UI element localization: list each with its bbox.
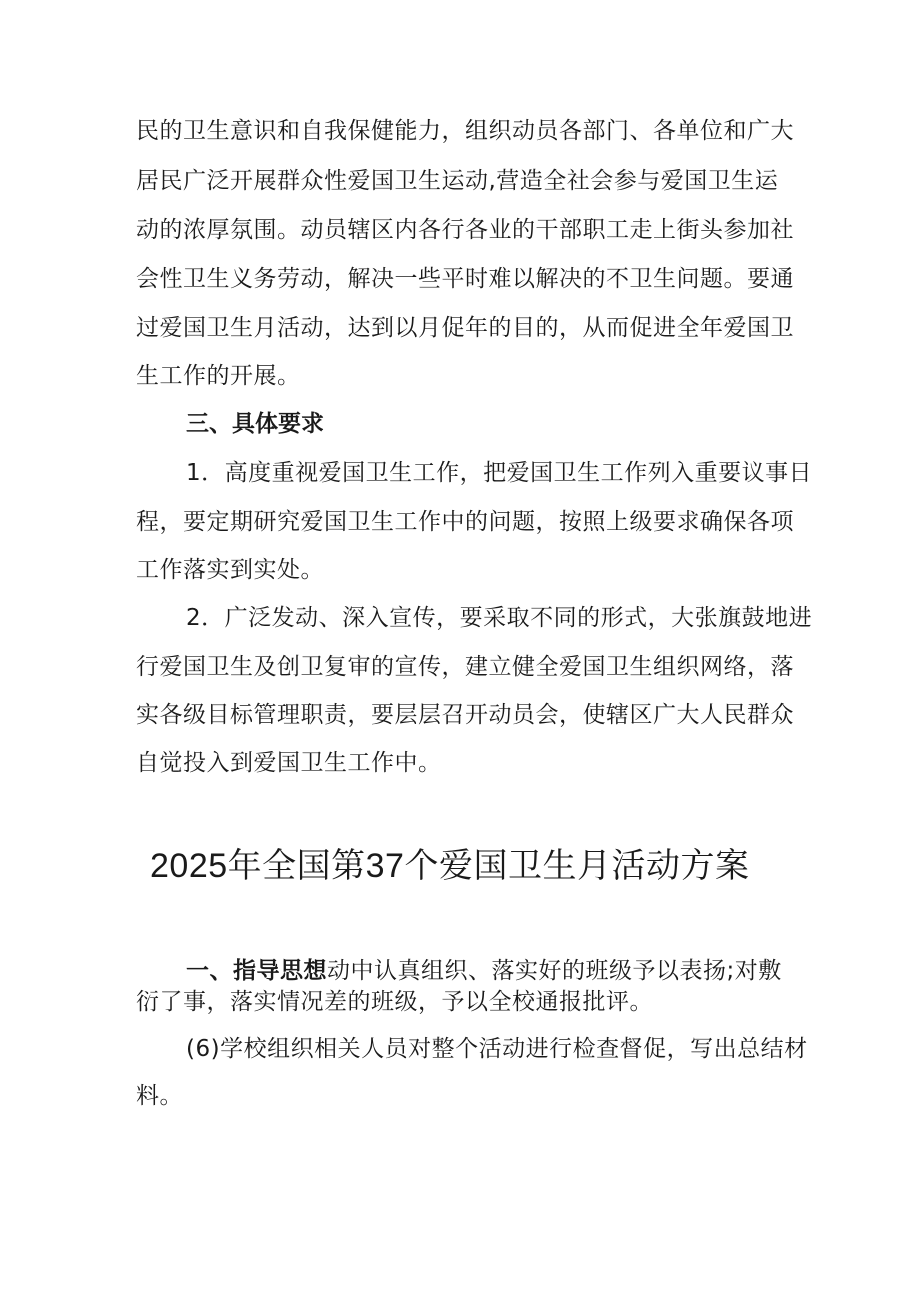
list-item-line: 行爱国卫生及创卫复审的宣传，建立健全爱国卫生组织网络，落 <box>136 654 794 680</box>
list-item-line: 程，要定期研究爱国卫生工作中的问题，按照上级要求确保各项 <box>136 509 794 535</box>
document-title: 2025年全国第37个爱国卫生月活动方案 <box>150 847 750 885</box>
paragraph-line: 会性卫生义务劳动，解决一些平时难以解决的不卫生问题。要通 <box>136 266 794 292</box>
paragraph-line: 民的卫生意识和自我保健能力，组织动员各部门、各单位和广大 <box>136 118 794 144</box>
list-item-line: 1．高度重视爱国卫生工作，把爱国卫生工作列入重要议事日 <box>186 460 813 486</box>
paragraph-line: 衍了事，落实情况差的班级，予以全校通报批评。 <box>136 989 653 1015</box>
paragraph-line: 过爱国卫生月活动，达到以月促年的目的，从而促进全年爱国卫 <box>136 315 794 341</box>
paragraph-line: 动的浓厚氛围。动员辖区内各行各业的干部职工走上街头参加社 <box>136 217 794 243</box>
list-item-line: 实各级目标管理职责，要层层召开动员会，使辖区广大人民群众 <box>136 702 794 728</box>
list-item-line: 料。 <box>136 1083 183 1109</box>
guiding-thought-heading: 一、指导思想 <box>186 958 327 984</box>
paragraph-line: 生工作的开展。 <box>136 363 301 389</box>
paragraph-line: 居民广泛开展群众性爱国卫生运动,营造全社会参与爱国卫生运 <box>136 168 779 194</box>
list-item-line: 自觉投入到爱国卫生工作中。 <box>136 750 442 776</box>
list-item-line: 工作落实到实处。 <box>136 557 324 583</box>
list-item-line: 2．广泛发动、深入宣传，要采取不同的形式，大张旗鼓地进 <box>186 605 813 631</box>
list-item-line: (6)学校组织相关人员对整个活动进行检查督促，写出总结材 <box>186 1036 808 1062</box>
paragraph-text: 动中认真组织、落实好的班级予以表扬;对敷 <box>327 958 782 984</box>
paragraph-line <box>186 956 782 986</box>
section-heading: 三、具体要求 <box>186 411 324 437</box>
